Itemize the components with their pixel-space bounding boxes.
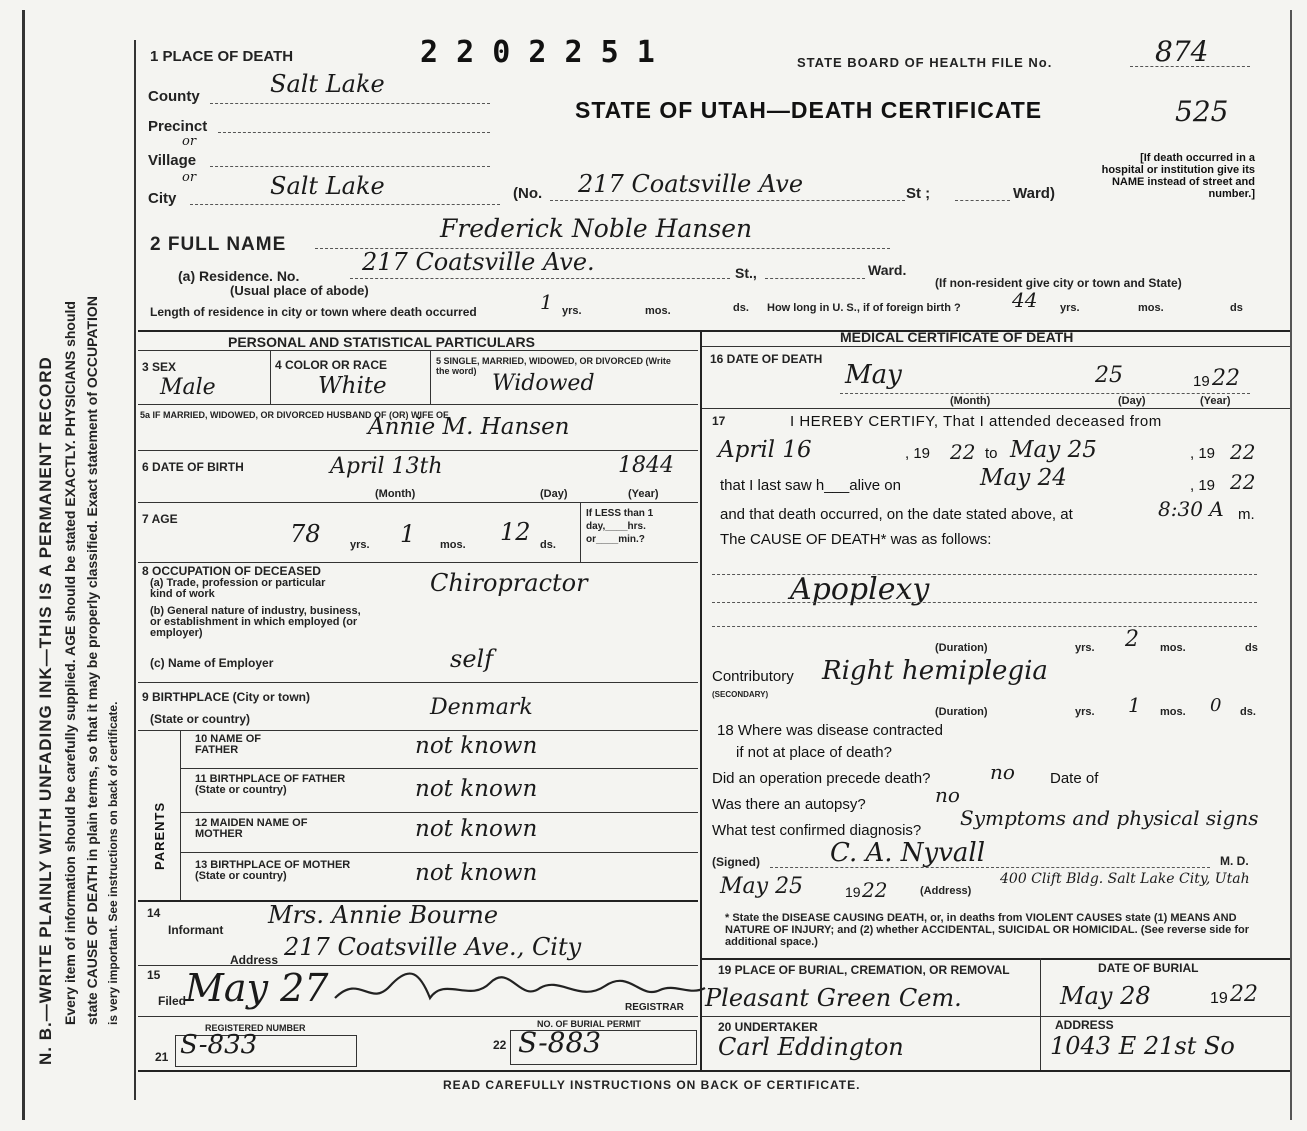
nonresident-note: (If non-resident give city or town and State) [935, 276, 1182, 290]
physician-signature: C. A. Nyvall [830, 838, 986, 868]
informant-number: 14 [147, 906, 161, 920]
us-ds-label: ds [1230, 302, 1243, 314]
us-residence-years: 44 [1012, 288, 1038, 312]
attended-from-date: April 16 [718, 437, 812, 463]
employer-value: self [450, 645, 494, 673]
street-value: 217 Coatsville Ave [578, 170, 804, 198]
street-line [550, 200, 905, 201]
signed-year: 22 [862, 878, 888, 902]
us-yrs-label: yrs. [1060, 302, 1080, 314]
signed-date: May 25 [720, 874, 804, 899]
color-value: White [318, 373, 387, 399]
cause-line-3 [712, 626, 1257, 627]
residence-ward-line [765, 278, 865, 279]
row-rule-4 [138, 562, 698, 563]
secondary-label: (SECONDARY) [712, 690, 769, 699]
age-mos-label: mos. [440, 539, 466, 551]
sex-color-divider [270, 350, 271, 404]
burial-place-label: 19 PLACE OF BURIAL, CREMATION, OR REMOVAL [718, 963, 1010, 977]
physician-address: 400 Clift Bldg. Salt Lake City, Utah [1000, 871, 1250, 887]
operation-value: no [990, 760, 1015, 784]
mother-label: 12 MAIDEN NAME OF MOTHER [195, 817, 308, 840]
dob-month-day: April 13th [330, 454, 443, 479]
color-label: 4 COLOR OR RACE [275, 358, 388, 372]
duration-mos-label-1: mos. [1160, 642, 1186, 654]
dob-day-label: (Day) [540, 488, 568, 500]
birthplace-label: 9 BIRTHPLACE (City or town) [142, 690, 310, 704]
residence-length-label: Length of residence in city or town where death occurred [150, 305, 477, 319]
burial-year-prefix: 19 [1210, 990, 1228, 1007]
contributory-label: Contributory [712, 668, 794, 685]
burial-permit-value: S-883 [518, 1026, 602, 1059]
informant-value: Mrs. Annie Bourne [268, 901, 499, 929]
registrar-label: REGISTRAR [625, 1002, 684, 1013]
village-label: Village [148, 152, 197, 169]
cause-line-2 [712, 602, 1257, 603]
full-name-value: Frederick Noble Hansen [440, 214, 753, 243]
duration-ds-label-2: ds. [1240, 706, 1256, 718]
residence-st-label: St., [735, 265, 757, 281]
residence-yrs-label: yrs. [562, 305, 582, 317]
row-rule-6 [138, 730, 698, 731]
medical-rule-2 [702, 958, 1290, 960]
death-month: May [845, 360, 902, 390]
precinct-label: Precinct [148, 118, 208, 135]
sex-value: Male [160, 375, 216, 400]
registered-number-prefix: 21 [155, 1050, 169, 1064]
duration-label-1: (Duration) [935, 642, 988, 654]
mother-value: not known [415, 816, 538, 842]
ward-line [955, 200, 1010, 201]
informant-label: Informant [168, 923, 224, 937]
autopsy-label: Was there an autopsy? [712, 796, 866, 813]
file-number-label: STATE BOARD OF HEALTH FILE No. [797, 55, 1053, 70]
undertaker-label: 20 UNDERTAKER [718, 1020, 818, 1034]
medical-rule-3 [702, 1016, 1290, 1017]
autopsy-value: no [935, 783, 960, 807]
signed-year-prefix: 19 [845, 884, 861, 900]
death-year: 22 [1212, 366, 1240, 391]
contributory-value: Right hemiplegia [822, 656, 1048, 686]
margin-instruction-3: state CAUSE OF DEATH in plain terms, so that it may be properly classified. Exact statement of OCCUPATION [84, 296, 100, 1025]
informant-address-label: Address [230, 953, 279, 967]
certify-number: 17 [712, 414, 726, 428]
marital-label: 5 SINGLE, MARRIED, WIDOWED, OR DIVORCED (Write the word) [436, 356, 671, 376]
death-time-m-label: m. [1238, 506, 1255, 523]
street-st-label: St ; [906, 185, 931, 202]
father-birthplace-label: 11 BIRTHPLACE OF FATHER (State or country) [195, 773, 346, 796]
occupation-a-label: (a) Trade, profession or particular kind of work [150, 577, 326, 600]
village-line [210, 166, 490, 167]
certificate-title: STATE OF UTAH—DEATH CERTIFICATE [575, 97, 1043, 123]
duration-months-1: 2 [1125, 627, 1139, 652]
us-mos-label: mos. [1138, 302, 1164, 314]
death-day-label: (Day) [1118, 395, 1146, 407]
dob-month-label: (Month) [375, 488, 416, 500]
residence-label: (a) Residence. No. [178, 268, 300, 284]
last-saw-year: 22 [1230, 470, 1256, 494]
mother-birthplace-value: not known [415, 860, 538, 886]
filed-label: Filed [158, 994, 187, 1008]
birthplace-value: Denmark [430, 695, 533, 720]
street-no-label: (No. [513, 185, 543, 202]
personal-heading-rule [138, 350, 698, 351]
duration-months-2: 1 [1128, 693, 1141, 717]
file-number: 874 [1155, 35, 1209, 68]
age-less-label: If LESS than 1 day,____hrs. or____min.? [586, 508, 654, 545]
hospital-note: [If death occurred in a hospital or institution give its NAME instead of street and number.] [1101, 152, 1255, 200]
form-bottom-rule [138, 1070, 1290, 1072]
or-label-1: or [182, 134, 197, 149]
form-right-border [1290, 10, 1292, 1120]
residence-ward-label: Ward. [868, 262, 907, 278]
burial-place-value: Pleasant Green Cem. [705, 984, 962, 1012]
age-yrs-label: yrs. [350, 539, 370, 551]
residence-value: 217 Coatsville Ave. [362, 248, 595, 276]
footer-instructions: READ CAREFULLY INSTRUCTIONS ON BACK OF CERTIFICATE. [443, 1078, 861, 1092]
ward-label: Ward) [1013, 185, 1055, 202]
attended-to-year-prefix: , 19 [1190, 445, 1216, 462]
cause-footnote: * State the DISEASE CAUSING DEATH, or, in deaths from VIOLENT CAUSES state (1) MEANS AND NATURE OF INJURY; and (2) whether ACCIDENTAL, SUICIDAL OR HOMICIDAL. (See reverse side for additional space.) [725, 912, 1249, 948]
or-label-2: or [182, 170, 197, 185]
birthplace-sub-label: (State or country) [150, 712, 251, 726]
dob-year-label: (Year) [628, 488, 659, 500]
mother-birthplace-label: 13 BIRTHPLACE OF MOTHER (State or country) [195, 859, 351, 882]
duration-mos-label-2: mos. [1160, 706, 1186, 718]
margin-border [22, 10, 25, 1120]
attended-to-year: 22 [1230, 440, 1256, 464]
medical-heading-rule [702, 346, 1290, 347]
last-saw-label: that I last saw h___alive on [720, 477, 901, 494]
undertaker-value: Carl Eddington [718, 1033, 904, 1061]
attended-to-label: to [985, 445, 998, 462]
last-saw-year-prefix: , 19 [1190, 477, 1216, 494]
q18-label: 18 Where was disease contracted [717, 722, 943, 739]
burial-permit-prefix: 22 [493, 1038, 507, 1052]
burial-year: 22 [1230, 982, 1258, 1007]
residence-ds-label: ds. [733, 302, 749, 314]
filed-number: 15 [147, 968, 161, 982]
death-year-label: (Year) [1200, 395, 1231, 407]
cause-value: Apoplexy [790, 572, 930, 607]
county-label: County [148, 88, 200, 105]
form-left-border [134, 40, 136, 1100]
last-saw-date: May 24 [980, 465, 1067, 491]
father-value: not known [415, 733, 538, 759]
county-line [210, 103, 490, 104]
md-label: M. D. [1220, 854, 1249, 868]
age-years: 78 [290, 520, 321, 548]
dob-label: 6 DATE OF BIRTH [142, 460, 244, 474]
burial-date-value: May 28 [1060, 982, 1151, 1010]
duration-yrs-label-1: yrs. [1075, 642, 1095, 654]
burial-divider [1040, 958, 1041, 1070]
place-of-death-label: 1 PLACE OF DEATH [150, 48, 294, 65]
medical-rule-1 [702, 408, 1290, 409]
filed-value: May 27 [185, 966, 329, 1010]
undertaker-address: 1043 E 21st So [1050, 1032, 1235, 1060]
attended-to-date: May 25 [1010, 437, 1097, 463]
occupation-value: Chiropractor [430, 569, 588, 597]
registered-number-label: REGISTERED NUMBER [205, 1023, 306, 1033]
row-rule-5 [138, 682, 698, 683]
q18-sub-label: if not at place of death? [736, 744, 892, 761]
certificate-number: 2 2 0 2 2 5 1 [420, 35, 655, 70]
age-less-divider [580, 502, 581, 562]
age-label: 7 AGE [142, 512, 178, 526]
medical-heading: MEDICAL CERTIFICATE OF DEATH [840, 329, 1074, 345]
parents-divider [180, 730, 181, 900]
occupation-b-label: (b) General nature of industry, business, or establishment in which employed (or employer) [150, 605, 361, 639]
death-time-label: and that death occurred, on the date stated above, at [720, 506, 1073, 523]
operation-label: Did an operation precede death? [712, 770, 931, 787]
row-rule-3 [138, 502, 698, 503]
dob-year: 1844 [618, 453, 674, 478]
sex-label: 3 SEX [142, 360, 177, 374]
full-name-label: 2 FULL NAME [150, 234, 287, 255]
informant-address-value: 217 Coatsville Ave., City [284, 933, 582, 961]
county-value: Salt Lake [270, 70, 385, 98]
parents-rule-2 [180, 812, 698, 813]
residence-sub-label: (Usual place of abode) [230, 283, 369, 298]
section-top-rule [138, 330, 1290, 332]
margin-instruction-2: Every item of information should be carefully supplied. AGE should be stated EXACTLY. PHYSICIANS should [62, 301, 78, 1025]
spouse-value: Annie M. Hansen [368, 414, 570, 440]
death-day: 25 [1095, 363, 1123, 388]
city-label: City [148, 190, 177, 207]
margin-instruction-4: is very important. See instructions on back of certificate. [106, 701, 120, 1025]
father-birthplace-value: not known [415, 776, 538, 802]
attended-from-year: 22 [950, 440, 976, 464]
father-label: 10 NAME OF FATHER [195, 733, 262, 756]
us-residence-label: How long in U. S., if of foreign birth ? [767, 302, 961, 314]
diagnosis-test-label: What test confirmed diagnosis? [712, 822, 922, 839]
attended-from-year-prefix: , 19 [905, 445, 931, 462]
parents-rule-1 [180, 768, 698, 769]
city-value: Salt Lake [270, 172, 385, 200]
date-of-death-label: 16 DATE OF DEATH [710, 352, 823, 366]
age-ds-label: ds. [540, 539, 556, 551]
residence-mos-label: mos. [645, 305, 671, 317]
death-month-label: (Month) [950, 395, 991, 407]
death-time: 8:30 A [1158, 497, 1224, 521]
duration-days-2: 0 [1210, 695, 1222, 716]
parents-label: PARENTS [152, 801, 167, 870]
parents-rule-3 [180, 852, 698, 853]
signed-label: (Signed) [712, 855, 760, 869]
diagnosis-test-value: Symptoms and physical signs [960, 806, 1259, 830]
precinct-line [218, 132, 490, 133]
duration-ds-label-1: ds [1245, 642, 1258, 654]
residence-line [350, 278, 730, 279]
row-rule-2 [138, 450, 698, 451]
marital-value: Widowed [492, 371, 595, 396]
operation-date-label: Date of [1050, 770, 1099, 787]
row-rule-1 [138, 404, 698, 405]
duration-yrs-label-2: yrs. [1075, 706, 1095, 718]
burial-date-label: DATE OF BURIAL [1098, 961, 1199, 975]
age-months: 1 [400, 520, 416, 548]
registered-number-value: S-833 [180, 1030, 258, 1060]
employer-label: (c) Name of Employer [150, 656, 274, 670]
residence-length-years: 1 [540, 290, 553, 314]
row-rule-9 [138, 1016, 698, 1017]
age-days: 12 [500, 518, 531, 546]
burial-permit-label: NO. OF BURIAL PERMIT [537, 1019, 641, 1029]
cause-label: The CAUSE OF DEATH* was as follows: [720, 531, 992, 548]
death-date-line [840, 393, 1250, 394]
physician-address-label: (Address) [920, 885, 972, 897]
personal-heading: PERSONAL AND STATISTICAL PARTICULARS [228, 334, 535, 350]
death-year-prefix: 19 [1193, 373, 1210, 390]
occupation-label: 8 OCCUPATION OF DECEASED [142, 564, 321, 578]
title-mark: 525 [1175, 95, 1229, 128]
spouse-label: 5a IF MARRIED, WIDOWED, OR DIVORCED HUSBAND OF (OR) WIFE OF [140, 410, 449, 420]
undertaker-address-label: ADDRESS [1055, 1018, 1114, 1032]
certify-text: I HEREBY CERTIFY, That I attended deceased from [790, 413, 1162, 430]
margin-instruction-1: N. B.—WRITE PLAINLY WITH UNFADING INK—THIS IS A PERMANENT RECORD [36, 356, 55, 1065]
file-number-line [1130, 66, 1250, 67]
duration-label-2: (Duration) [935, 706, 988, 718]
color-marital-divider [430, 350, 431, 404]
signature-line [770, 867, 1210, 868]
city-line [190, 204, 500, 205]
